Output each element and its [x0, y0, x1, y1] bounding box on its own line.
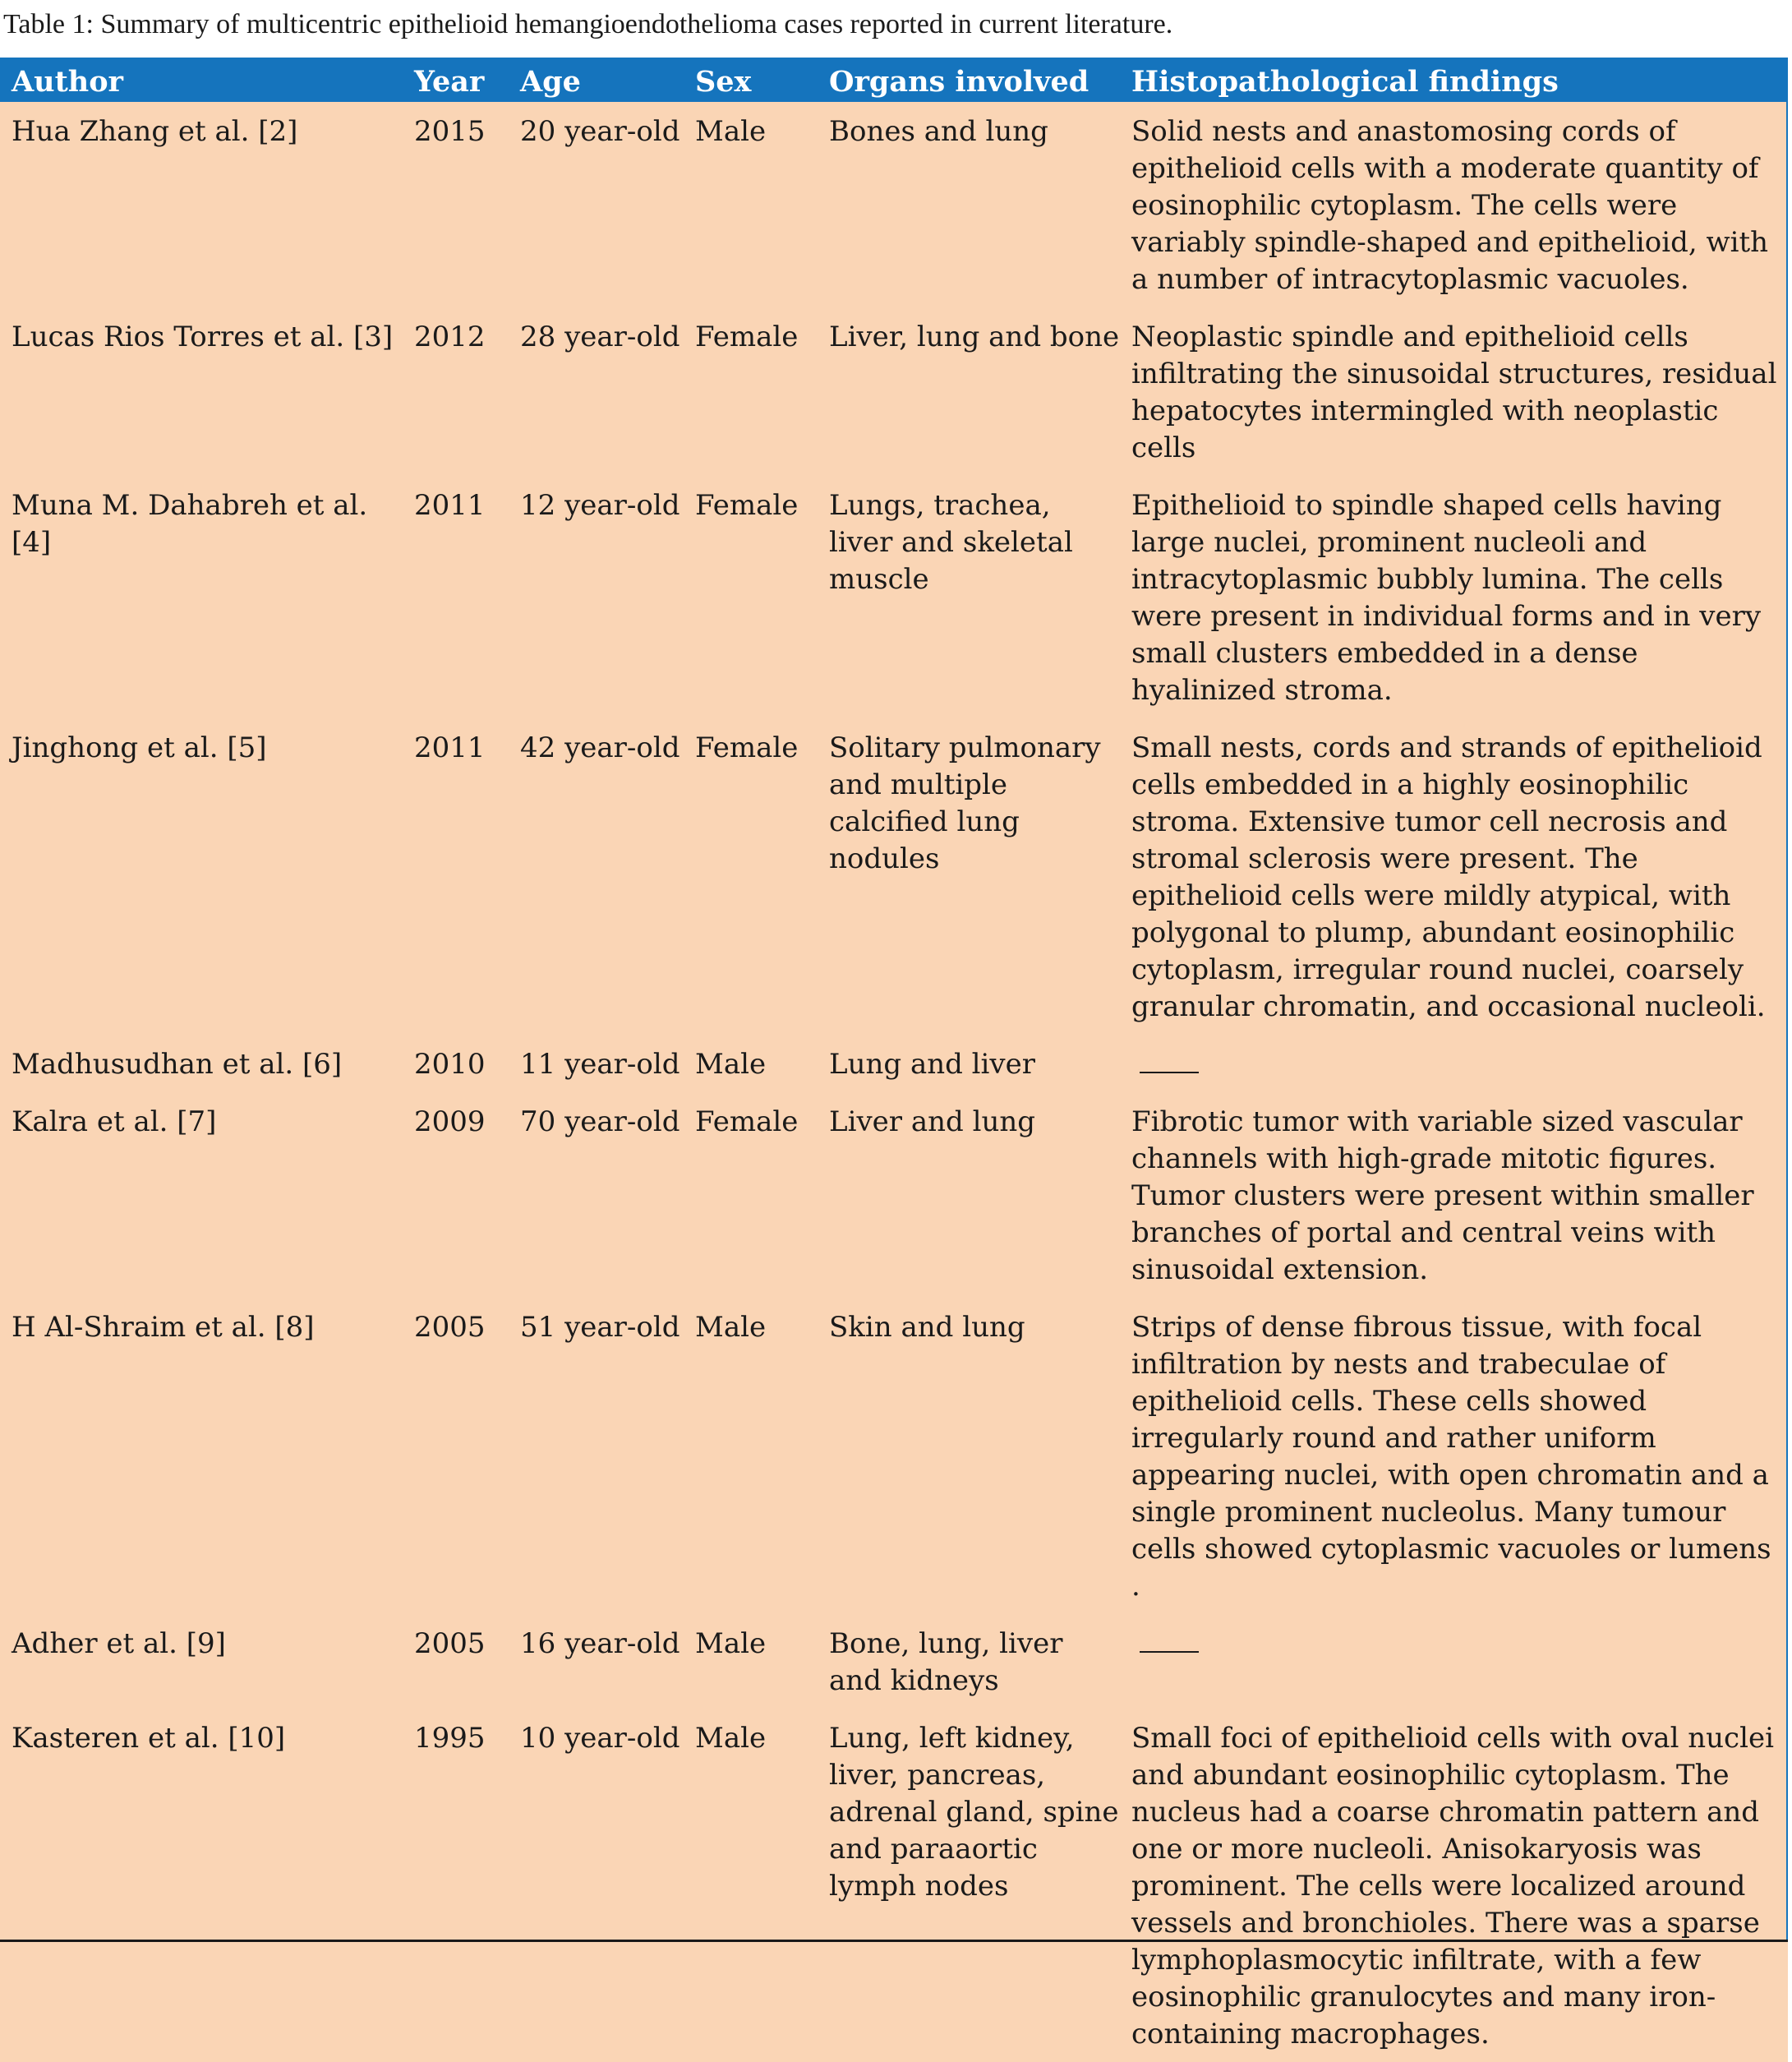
cell-year: 2012: [414, 321, 486, 353]
cell-histopathology: Fibrotic tumor with variable sized vascular channels with high-grade mitotic figures. Tumor clusters were present within smaller branches of portal and central veins with sinusoidal extension.: [1131, 1105, 1754, 1286]
table-container: [0, 58, 1788, 2062]
no-data-line: [1140, 1626, 1199, 1653]
table-row: [0, 1035, 1788, 1092]
header-organs: Organs involved: [829, 65, 1089, 99]
cell-year: 2011: [414, 489, 486, 522]
cell-organs: Skin and lung: [829, 1311, 1025, 1344]
cell-histopathology: Epithelioid to spindle shaped cells having large nuclei, prominent nucleoli and intracytoplasmic bubbly lumina. The cells were present in individual forms and in very small clusters embedded in a dense hyalinized stroma.: [1131, 489, 1762, 707]
cell-histopathology: [1120, 1035, 1788, 1092]
header-row: [0, 58, 1788, 102]
cell-sex: Female: [695, 321, 799, 353]
header-age: Age: [520, 65, 581, 99]
table-caption: Table 1: Summary of multicentric epithelioid hemangioendothelioma cases reported in current literature.: [3, 9, 1173, 39]
table-right-border: [1786, 58, 1788, 1940]
cell-organs: Lung and liver: [829, 1048, 1036, 1081]
cell-year: 2010: [414, 1048, 486, 1081]
cell-age: 12 year-old: [520, 489, 680, 522]
cell-year: 1995: [414, 1722, 486, 1755]
cell-histopathology: Strips of dense fibrous tissue, with focal infiltration by nests and trabeculae of epithelioid cells. These cells showed irregularly round and rather uniform appearing nuclei, with open chromatin and a single prominent nucleolus. Many tumour cells showed cytoplasmic vacuoles or lumens .: [1131, 1311, 1771, 1603]
cell-year: 2011: [414, 731, 486, 764]
cell-year: 2015: [414, 115, 486, 148]
cell-sex: Male: [695, 1311, 767, 1344]
cell-author: Adher et al. [9]: [12, 1627, 226, 1660]
cell-year: 2005: [414, 1627, 486, 1660]
cell-age: 11 year-old: [520, 1048, 680, 1081]
table-row: [0, 1298, 1788, 1614]
cell-author: Madhusudhan et al. [6]: [12, 1048, 343, 1081]
header-sex: Sex: [695, 65, 752, 99]
cell-author: H Al-Shraim et al. [8]: [12, 1311, 315, 1344]
table-body: [0, 102, 1788, 2062]
table-row: [0, 102, 1788, 307]
cell-author: Kasteren et al. [10]: [12, 1722, 286, 1755]
cell-sex: Female: [695, 1105, 799, 1138]
table-row: [0, 307, 1788, 476]
cell-year: 2005: [414, 1311, 486, 1344]
cell-author: Lucas Rios Torres et al. [3]: [12, 321, 394, 353]
cell-organs: Liver and lung: [829, 1105, 1036, 1138]
cell-histopathology: Solid nests and anastomosing cords of epithelioid cells with a moderate quantity of eosinophilic cytoplasm. The cells were variably spindle-shaped and epithelioid, with a number of intracytoplasmic vacuoles.: [1131, 115, 1769, 296]
cell-organs: Lungs, trachea, liver and skeletal muscle: [829, 489, 1073, 596]
cell-histopathology: [1120, 1614, 1788, 1709]
cell-author: Kalra et al. [7]: [12, 1105, 217, 1138]
cell-organs: Liver, lung and bone: [829, 321, 1120, 353]
table-row: [0, 1092, 1788, 1298]
cell-sex: Male: [695, 1048, 767, 1081]
cell-age: 42 year-old: [520, 731, 680, 764]
no-data-line: [1140, 1047, 1199, 1073]
header-author: Author: [12, 65, 124, 99]
cell-sex: Male: [695, 1722, 767, 1755]
cell-author: Jinghong et al. [5]: [12, 731, 267, 764]
table-row: [0, 718, 1788, 1035]
cell-histopathology: Small nests, cords and strands of epithelioid cells embedded in a highly eosinophilic stroma. Extensive tumor cell necrosis and stromal sclerosis were present. The epithelioid cells were mildly atypical, with polygonal to plump, abundant eosinophilic cytoplasm, irregular round nuclei, coarsely granular chromatin, and occasional nucleoli.: [1131, 731, 1766, 1023]
cell-histopathology: Small foci of epithelioid cells with oval nuclei and abundant eosinophilic cytoplasm. The nucleus had a coarse chromatin pattern and one or more nucleoli. Anisokaryosis was prominent. The cells were localized around vessels and bronchioles. There was a sparse lymphoplasmocytic infiltrate, with a few eosinophilic granulocytes and many iron-containing macrophages.: [1131, 1722, 1774, 2050]
cell-organs: Bones and lung: [829, 115, 1048, 148]
cell-sex: Male: [695, 1627, 767, 1660]
table-row: [0, 1709, 1788, 2062]
cell-author: Muna M. Dahabreh et al. [4]: [12, 489, 368, 559]
table-row: [0, 476, 1788, 718]
cell-sex: Female: [695, 489, 799, 522]
cell-age: 10 year-old: [520, 1722, 680, 1755]
cell-sex: Female: [695, 731, 799, 764]
cell-organs: Bone, lung, liver and kidneys: [829, 1627, 1063, 1697]
cell-age: 70 year-old: [520, 1105, 680, 1138]
cell-author: Hua Zhang et al. [2]: [12, 115, 298, 148]
cell-age: 28 year-old: [520, 321, 680, 353]
table-row: [0, 1614, 1788, 1709]
cell-histopathology: Neoplastic spindle and epithelioid cells infiltrating the sinusoidal structures, residual hepatocytes intermingled with neoplastic cells: [1131, 321, 1777, 464]
cell-organs: Solitary pulmonary and multiple calcified lung nodules: [829, 731, 1101, 875]
header-histopathology: Histopathological findings: [1131, 65, 1559, 99]
header-year: Year: [414, 65, 485, 99]
table-bottom-rule: [0, 1940, 1788, 1942]
cell-age: 20 year-old: [520, 115, 680, 148]
cell-age: 16 year-old: [520, 1627, 680, 1660]
cell-age: 51 year-old: [520, 1311, 680, 1344]
cell-sex: Male: [695, 115, 767, 148]
cases-table: [0, 58, 1788, 2062]
cell-year: 2009: [414, 1105, 486, 1138]
cell-organs: Lung, left kidney, liver, pancreas, adrenal gland, spine and paraaortic lymph nodes: [829, 1722, 1119, 1903]
table-header: [0, 58, 1788, 102]
